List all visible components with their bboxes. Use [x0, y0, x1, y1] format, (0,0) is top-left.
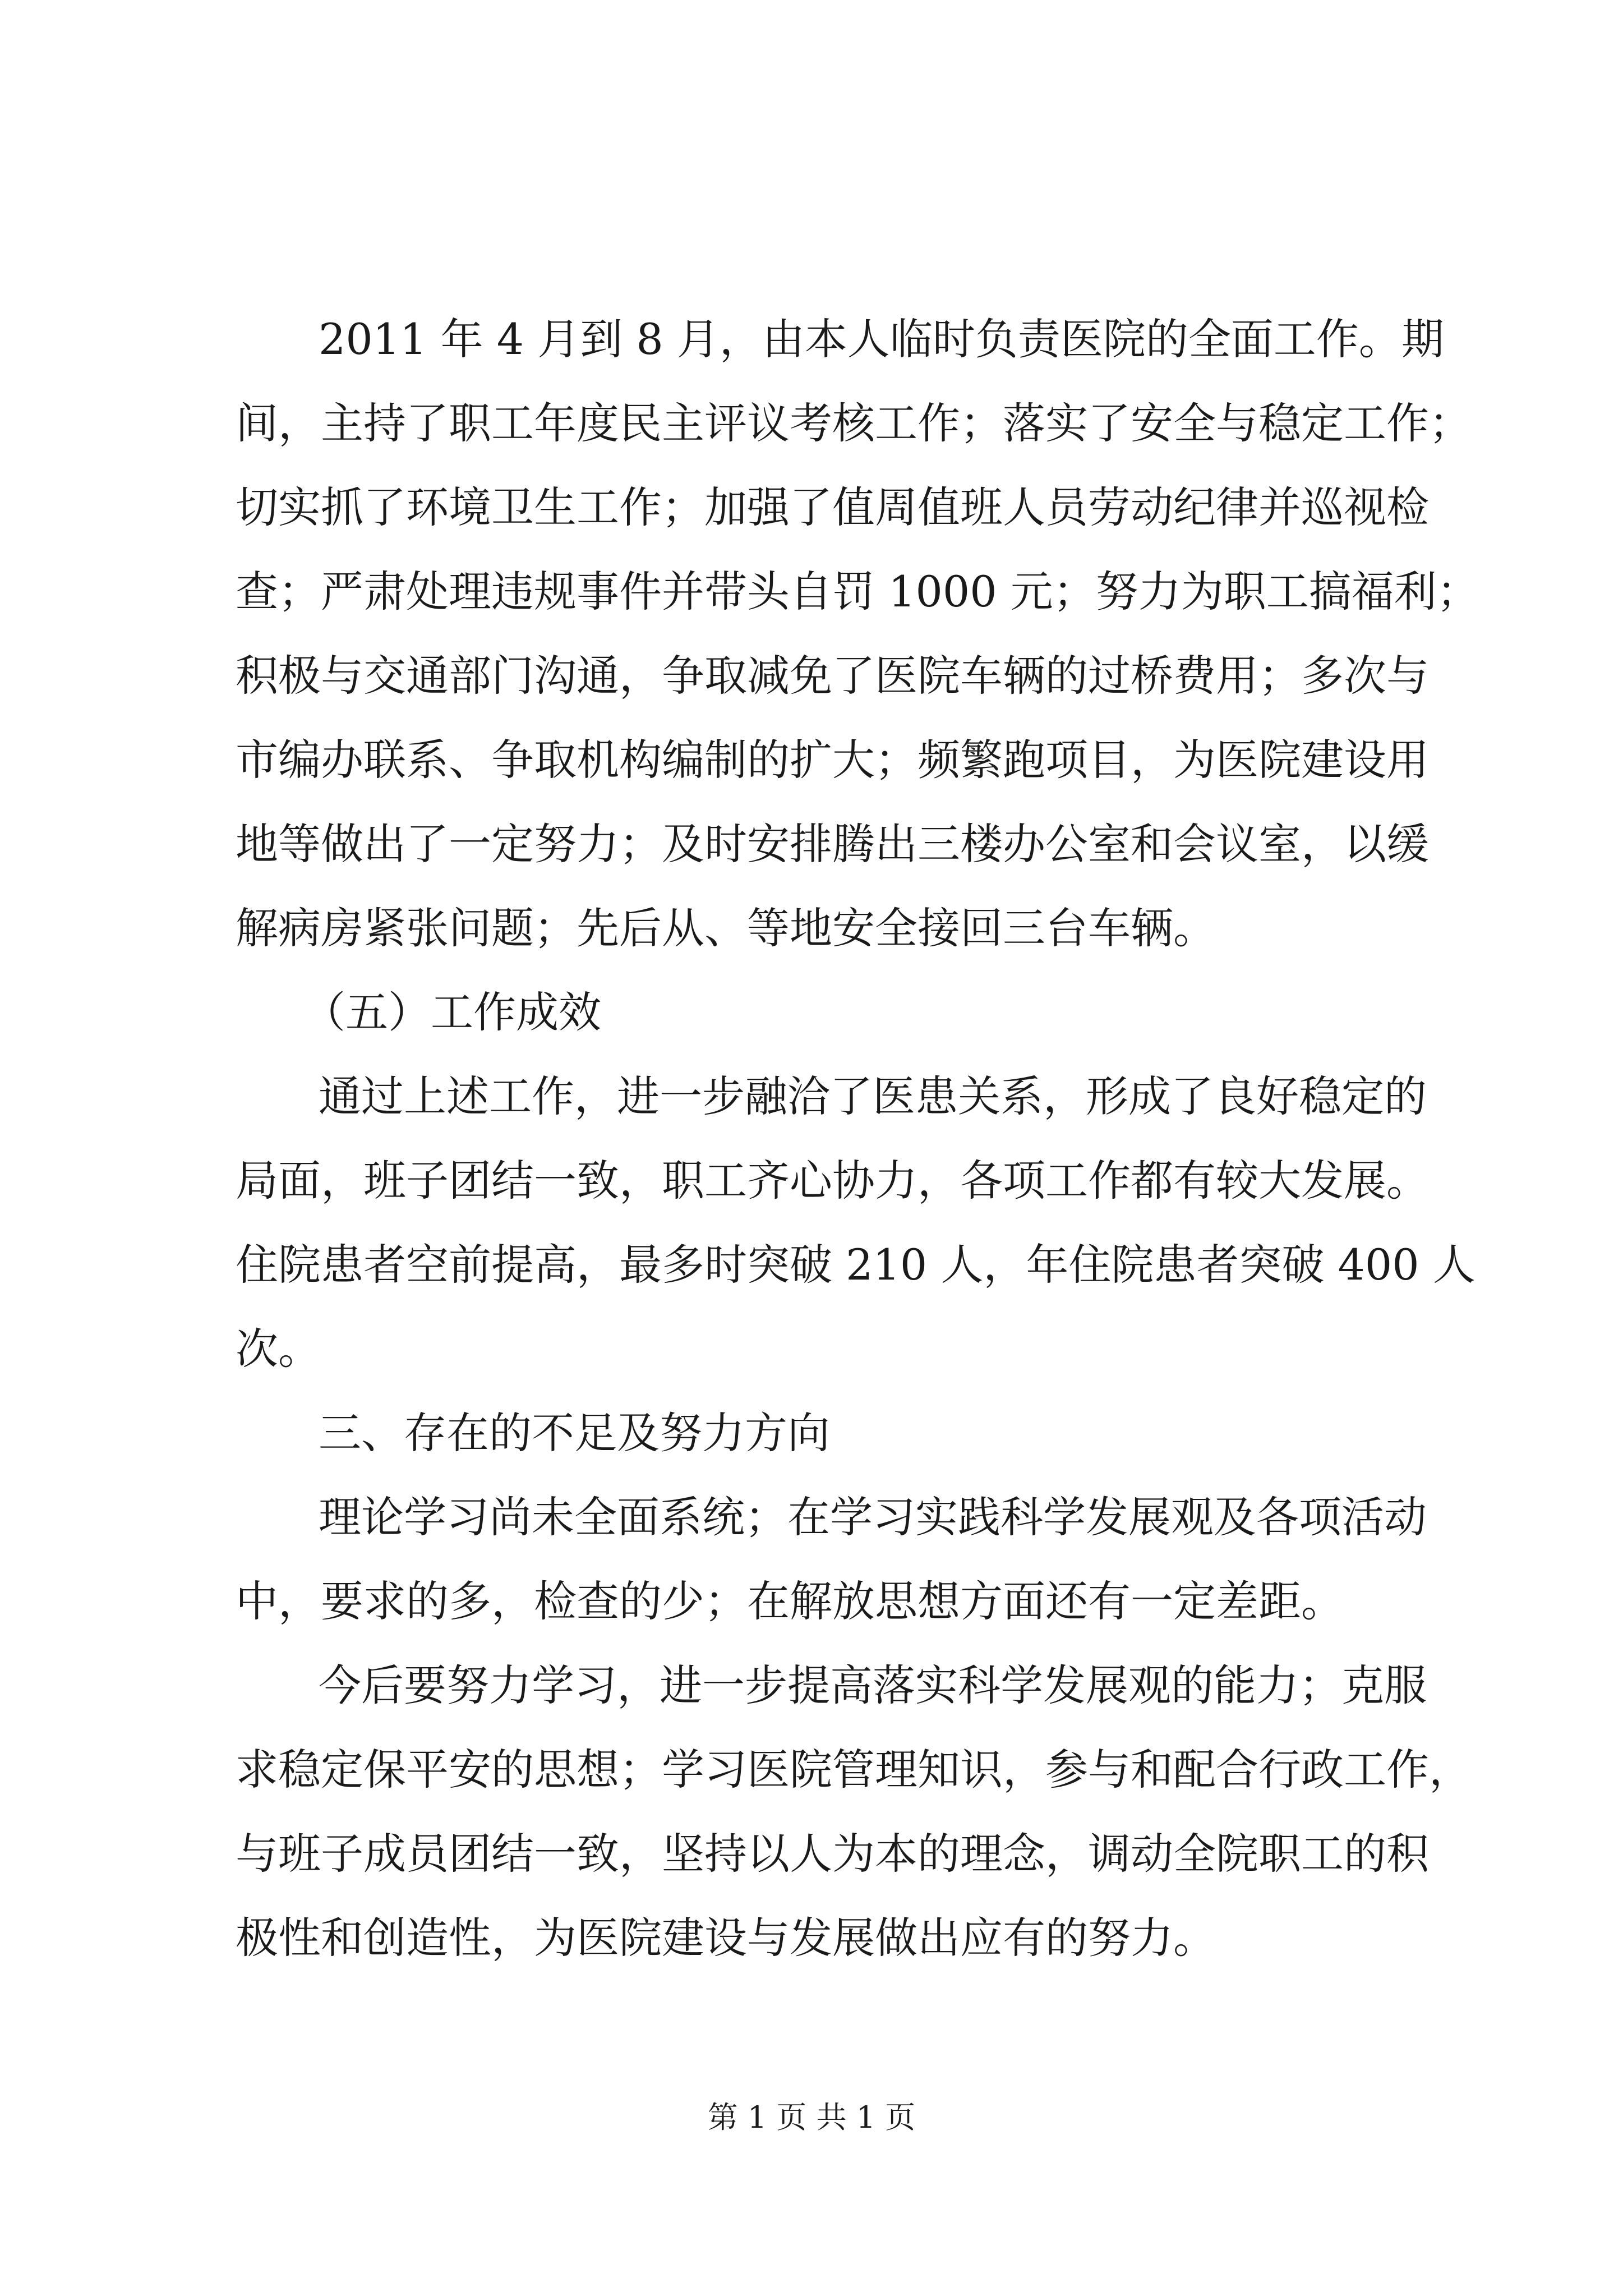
paragraph-line: 切实抓了环境卫生工作；加强了值周值班人员劳动纪律并巡视检	[236, 482, 1429, 532]
paragraph-line: 次。	[236, 1324, 321, 1374]
paragraph-line: 今后要努力学习，进一步提高落实科学发展观的能力；克服	[319, 1660, 1427, 1710]
paragraph-line: 中，要求的多，检查的少；在解放思想方面还有一定差距。	[236, 1576, 1344, 1626]
paragraph-line: 积极与交通部门沟通，争取减免了医院车辆的过桥费用；多次与	[236, 651, 1429, 701]
paragraph-line: 局面，班子团结一致，职工齐心协力，各项工作都有较大发展。	[236, 1156, 1429, 1205]
section-heading: 三、存在的不足及努力方向	[319, 1408, 830, 1458]
paragraph-line: 地等做出了一定努力；及时安排腾出三楼办公室和会议室，以缓	[236, 819, 1429, 869]
paragraph-line: 极性和创造性，为医院建设与发展做出应有的努力。	[236, 1913, 1216, 1963]
paragraph-line: 理论学习尚未全面系统；在学习实践科学发展观及各项活动	[319, 1492, 1427, 1542]
paragraph-line: 求稳定保平安的思想；学习医院管理知识，参与和配合行政工作，	[236, 1745, 1472, 1795]
paragraph-line: 间，主持了职工年度民主评议考核工作；落实了安全与稳定工作；	[236, 398, 1472, 448]
paragraph-line: 查；严肃处理违规事件并带头自罚 1000 元；努力为职工搞福利；	[236, 567, 1479, 616]
paragraph-line: 通过上述工作，进一步融洽了医患关系，形成了良好稳定的	[319, 1071, 1427, 1121]
paragraph-line: 2011 年 4 月到 8 月，由本人临时负责医院的全面工作。期	[319, 314, 1444, 364]
section-heading: （五）工作成效	[303, 987, 601, 1037]
page-footer: 第 1 页 共 1 页	[707, 2100, 916, 2135]
paragraph-line: 与班子成员团结一致，坚持以人为本的理念，调动全院职工的积	[236, 1829, 1429, 1879]
paragraph-line: 解病房紧张问题；先后从、等地安全接回三台车辆。	[236, 903, 1216, 953]
paragraph-line: 市编办联系、争取机构编制的扩大；频繁跑项目，为医院建设用	[236, 735, 1429, 785]
paragraph-line: 住院患者空前提高，最多时突破 210 人，年住院患者突破 400 人	[236, 1240, 1476, 1290]
